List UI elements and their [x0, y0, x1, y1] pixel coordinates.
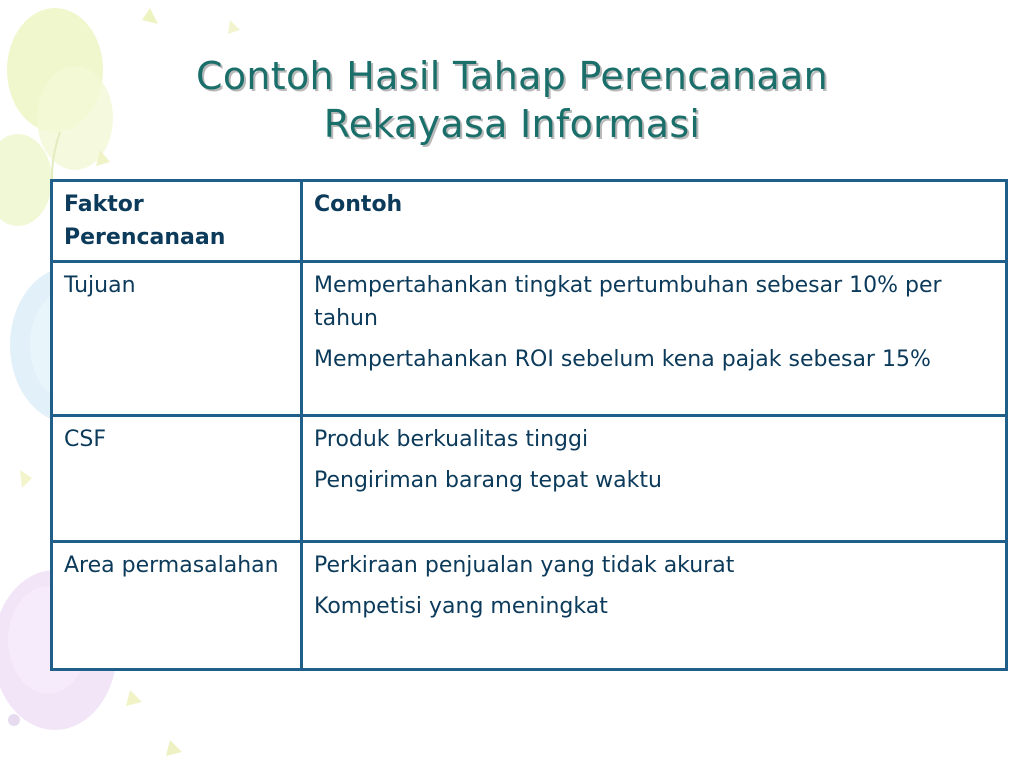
header-contoh: Contoh — [302, 181, 1007, 262]
example-item: Mempertahankan ROI sebelum kena pajak sebesar 15% — [314, 347, 931, 372]
title-line-2: Rekayasa Informasi — [323, 102, 701, 146]
header-faktor: Faktor Perencanaan — [52, 181, 302, 262]
row-examples — [302, 542, 1007, 670]
example-item: Kompetisi yang meningkat — [314, 594, 608, 619]
example-item: Perkiraan penjualan yang tidak akurat — [314, 553, 735, 578]
example-item: Mempertahankan tingkat pertumbuhan sebesar 10% per tahun — [314, 273, 942, 331]
example-item: Produk berkualitas tinggi — [314, 427, 589, 452]
planning-table — [50, 179, 1008, 671]
slide-title — [100, 52, 924, 148]
table-row — [52, 542, 1007, 670]
row-factor: Area permasalahan — [52, 542, 302, 670]
row-examples — [302, 416, 1007, 542]
row-examples — [302, 262, 1007, 416]
title-line-1: Contoh Hasil Tahap Perencanaan — [196, 54, 828, 98]
row-factor: Tujuan — [52, 262, 302, 416]
example-item: Pengiriman barang tepat waktu — [314, 468, 662, 493]
table-row — [52, 416, 1007, 542]
table-header-row — [52, 181, 1007, 262]
table-row — [52, 262, 1007, 416]
row-factor: CSF — [52, 416, 302, 542]
